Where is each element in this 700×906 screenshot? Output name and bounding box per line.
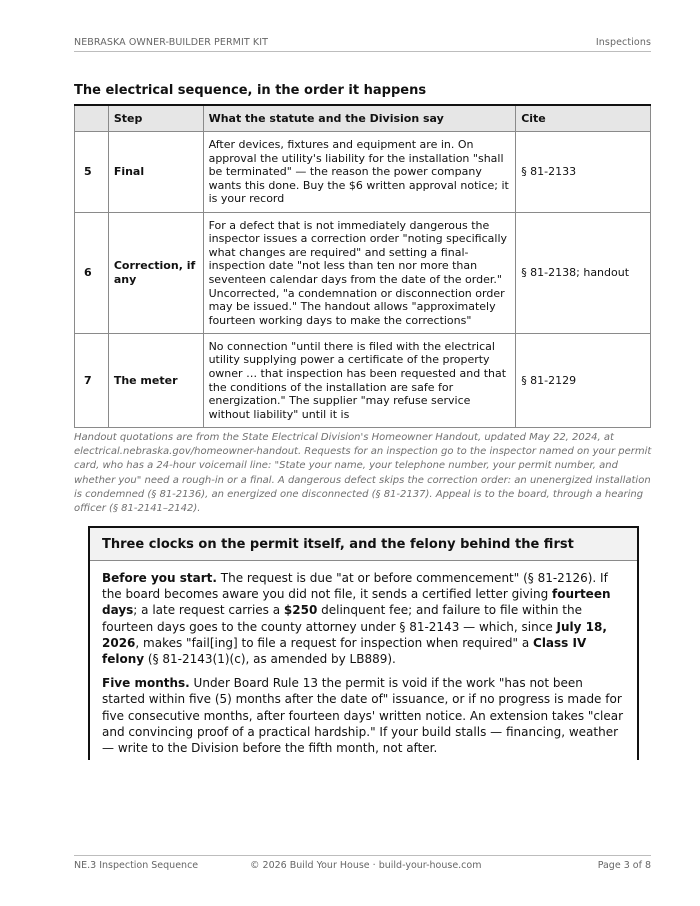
paragraph-text: ; a late request carries a xyxy=(133,603,284,618)
paragraph-five-months xyxy=(102,675,625,756)
emphasis-fee: $250 xyxy=(283,603,318,618)
doc-code: NE.3 Inspection Sequence xyxy=(74,860,199,871)
row-step: The meter xyxy=(108,334,203,428)
header-rule xyxy=(74,51,651,52)
permit-clocks-box xyxy=(88,526,639,760)
page-number: Page 3 of 8 xyxy=(597,860,651,871)
row-number: 7 xyxy=(75,334,109,428)
paragraph-text: delinquent fee; and failure to file within the fourteen days goes to the county attorney under § 81-2143 — which, since xyxy=(102,603,582,634)
row-cite: § 81-2129 xyxy=(516,334,651,428)
row-step: Final xyxy=(108,132,203,213)
emphasis-date: July 18, 2026 xyxy=(102,619,607,650)
paragraph-before-start xyxy=(102,570,625,667)
row-statute-text: After devices, fixtures and equipment are in. On approval the utility's liability for the installation "shall be terminated" — the reason the power company wants this done. Buy the $6 written approval notice; it is your record xyxy=(203,132,516,213)
row-statute-text: No connection "until there is filed with the electrical utility supplying power a certificate of the property owner … that inspection has been requested and that the conditions of the installation are safe for energization." The supplier "may refuse service without liability" until it is xyxy=(203,334,516,428)
table-header-row xyxy=(75,105,651,132)
paragraph-text: , makes "fail[ing] to file a request for inspection when required" a xyxy=(135,635,534,650)
lead-five-months: Five months. xyxy=(102,676,190,691)
running-footer xyxy=(74,860,651,871)
electrical-sequence-table xyxy=(74,104,651,428)
paragraph-text: (§ 81-2143(1)(c), as amended by LB889). xyxy=(144,652,396,667)
paragraph-text: Under Board Rule 13 the permit is void if the work "has not been started within five (5) months after the date of" issuance, or if no progress is made for five consecutive months, after fourteen days' written notice. An extension takes "clear and convincing proof of a practical hardship." If your build stalls — financing, weather — write to the Division before the fifth month, not after. xyxy=(102,676,624,756)
row-number: 5 xyxy=(75,132,109,213)
running-header xyxy=(74,37,651,48)
lead-before-start: Before you start. xyxy=(102,571,217,585)
kit-title: NEBRASKA OWNER-BUILDER PERMIT KIT xyxy=(74,37,269,48)
box-title: Three clocks on the permit itself, and the felony behind the first xyxy=(90,528,637,561)
copyright: © 2026 Build Your House · build-your-house.com xyxy=(250,860,482,871)
emphasis-fourteen-days: fourteen days xyxy=(102,587,611,618)
table-row xyxy=(75,132,651,213)
source-note: Handout quotations are from the State Electrical Division's Homeowner Handout, updated May 22, 2024, at electrical.nebraska.gov/homeowner-handout. Requests for an inspection go to the inspector named on your permit card, who has a 24-hour voicemail line: "State your name, your telephone number, your permit number, and whether you" need a rough-in or a final. A dangerous defect skips the correction order: an unenergized installation is condemned (§ 81-2136), an energized one disconnected (§ 81-2137). Appeal is to the board, through a hearing officer (§ 81-2141–2142). xyxy=(74,432,652,515)
row-cite: § 81-2138; handout xyxy=(516,213,651,334)
table-row xyxy=(75,213,651,334)
row-number: 6 xyxy=(75,213,109,334)
box-body xyxy=(90,561,637,756)
row-step: Correction, if any xyxy=(108,213,203,334)
column-header-cite: Cite xyxy=(516,105,651,132)
section-title: The electrical sequence, in the order it happens xyxy=(74,83,427,98)
table-row xyxy=(75,334,651,428)
emphasis-felony: Class IV felony xyxy=(102,635,587,667)
row-cite: § 81-2133 xyxy=(516,132,651,213)
column-header-statute: What the statute and the Division say xyxy=(203,105,516,132)
section-label: Inspections xyxy=(595,37,651,48)
footer-rule xyxy=(74,855,651,856)
column-header-number xyxy=(75,105,109,132)
row-statute-text: For a defect that is not immediately dangerous the inspector issues a correction order "noting specifically what changes are required" and setting a final-inspection date "not less than ten nor more than seventeen calendar days from the date of the order." Uncorrected, "a condemnation or disconnection order may be issued." The handout allows "approximately fourteen working days to make the corrections" xyxy=(203,213,516,334)
column-header-step: Step xyxy=(108,105,203,132)
paragraph-text: The request is due "at or before commencement" (§ 81-2126). If the board becomes aware you did not file, it sends a certified letter giving xyxy=(102,571,608,602)
